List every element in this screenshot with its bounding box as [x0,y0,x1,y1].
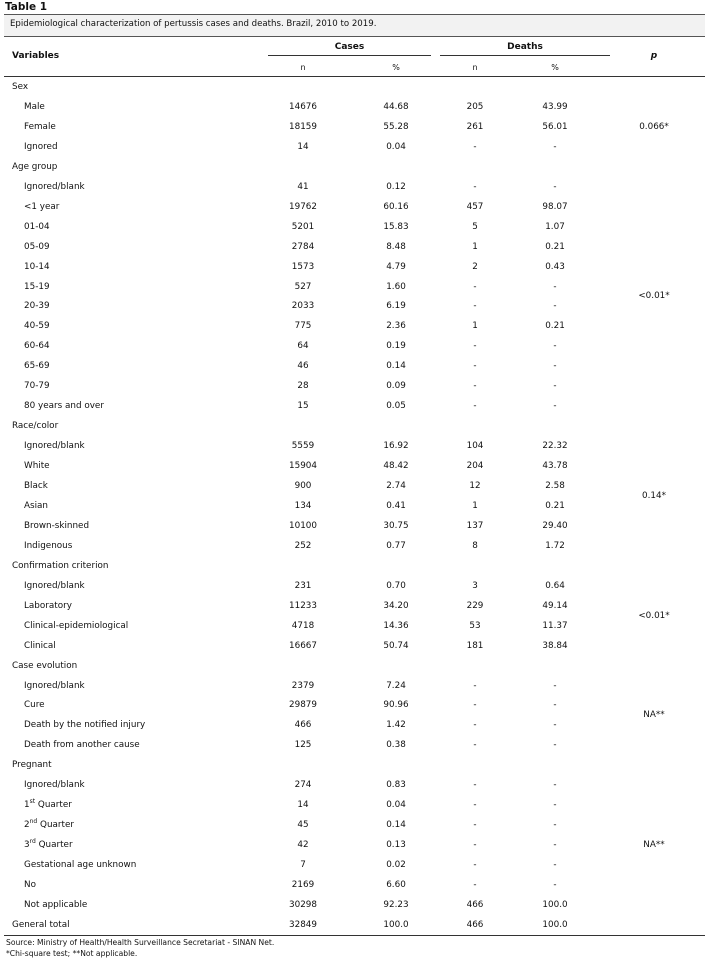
cases-pct-cell: 8.48 [386,241,406,252]
group-row [0,756,709,776]
group-label: Sex [12,82,29,92]
cases-pct-cell: 92.23 [383,899,409,910]
deaths-n-cell: 1 [472,321,478,332]
deaths-pct-cell: - [553,401,557,412]
table-row [0,98,709,118]
row-label: White [24,461,50,472]
cases-pct-cell: 0.02 [386,860,406,871]
cases-n-cell: 45 [297,820,309,831]
cases-n-cell: 527 [294,281,312,292]
deaths-pct-cell: - [553,780,557,791]
group-row [0,557,709,577]
cases-n-cell: 125 [294,740,312,751]
cases-pct-cell: 0.41 [386,500,406,511]
row-label: Clinical-epidemiological [24,620,129,631]
row-label: 60-64 [24,341,50,352]
deaths-n-cell: 1 [472,500,478,511]
deaths-n-cell: 5 [472,221,478,232]
cases-n-cell: 15904 [289,461,317,472]
deaths-n-cell: 466 [466,899,484,910]
deaths-pct-cell: 0.21 [545,321,565,332]
row-label: Ignored [24,141,58,152]
cases-n-cell: 466 [294,720,312,731]
row-label: 10-14 [24,261,50,272]
cases-pct-cell: 50.74 [383,640,409,651]
cases-pct-cell: 14.36 [383,620,409,631]
header-deaths-pct: % [551,63,559,72]
table-row [0,278,709,298]
deaths-n-cell: - [473,740,477,751]
deaths-pct-cell: 43.99 [542,101,568,112]
cases-n-cell: 15 [297,401,309,412]
deaths-n-cell: 137 [466,520,484,531]
deaths-pct-cell: - [553,341,557,352]
row-label: 65-69 [24,361,50,372]
row-label: Ignored/blank [24,680,85,691]
row-label: Female [24,121,56,132]
row-label: Brown-skinned [24,520,90,531]
deaths-pct-cell: 56.01 [542,121,568,132]
deaths-pct-cell: - [553,840,557,851]
cases-pct-cell: 7.24 [386,680,406,691]
row-label: 40-59 [24,321,50,332]
deaths-pct-cell: 29.40 [542,520,568,531]
table-row [0,258,709,278]
row-label: Not applicable [24,899,88,910]
cases-pct-cell: 0.14 [386,820,406,831]
table-row [0,118,709,138]
table-row [0,637,709,657]
cases-pct-cell: 60.16 [383,201,409,212]
table-row [0,357,709,377]
row-label: 3rd Quarter [24,838,73,851]
cases-n-cell: 16667 [289,640,317,651]
group-row [0,158,709,178]
cases-pct-cell: 0.09 [386,381,406,392]
deaths-n-cell: - [473,181,477,192]
deaths-n-cell: 8 [472,540,478,551]
p-value: NA** [643,840,665,851]
row-label: 15-19 [24,281,50,292]
table-row [0,297,709,317]
deaths-n-cell: 2 [472,261,478,272]
deaths-pct-cell: - [553,800,557,811]
deaths-pct-cell: 22.32 [542,441,568,452]
deaths-pct-cell: 1.07 [545,221,565,232]
cases-n-cell: 134 [294,500,312,511]
cases-pct-cell: 55.28 [383,121,409,132]
cases-n-cell: 14 [297,141,309,152]
row-label: Death by the notified injury [24,720,146,731]
table-row [0,457,709,477]
cases-n-cell: 10100 [289,520,317,531]
deaths-pct-cell: 100.0 [542,919,568,930]
cases-pct-cell: 0.14 [386,361,406,372]
table-row [0,218,709,238]
cases-pct-cell: 0.04 [386,141,406,152]
table-row [0,816,709,836]
cases-pct-cell: 0.70 [386,580,406,591]
deaths-pct-cell: 100.0 [542,899,568,910]
p-value: 0.14* [642,490,666,501]
deaths-pct-cell: 38.84 [542,640,568,651]
table-row [0,317,709,337]
table-row [0,696,709,716]
deaths-pct-cell: 98.07 [542,201,568,212]
deaths-n-cell: - [473,341,477,352]
deaths-n-cell: 204 [466,461,484,472]
table-row [0,736,709,756]
row-label: 80 years and over [24,401,104,412]
header-p: p [650,51,658,61]
table-row [0,178,709,198]
table-row [0,876,709,896]
deaths-pct-cell: - [553,720,557,731]
cases-n-cell: 28 [297,381,309,392]
table-caption: Epidemiological characterization of pertussis cases and deaths. Brazil, 2010 to 2019. [10,19,377,29]
cases-n-cell: 5201 [291,221,315,232]
deaths-n-cell: 3 [472,580,478,591]
table-row [0,896,709,916]
table-row [0,537,709,557]
cases-pct-cell: 0.04 [386,800,406,811]
header-deaths-n: n [472,63,478,72]
deaths-pct-cell: 0.64 [545,580,565,591]
cases-underline [268,55,431,56]
cases-n-cell: 41 [297,181,309,192]
table-row [0,856,709,876]
table-row [0,497,709,517]
cases-n-cell: 5559 [291,441,315,452]
table-row [0,377,709,397]
deaths-n-cell: 466 [466,919,484,930]
deaths-n-cell: - [473,361,477,372]
cases-n-cell: 2033 [291,301,315,312]
row-label: 1st Quarter [24,798,72,811]
footnote-source: Source: Ministry of Health/Health Surveillance Secretariat - SINAN Net. [6,938,275,947]
deaths-pct-cell: 0.21 [545,241,565,252]
deaths-n-cell: 261 [466,121,484,132]
row-label: 2nd Quarter [24,818,75,831]
deaths-pct-cell: 43.78 [542,461,568,472]
cases-n-cell: 900 [294,481,312,491]
cases-pct-cell: 100.0 [383,919,409,930]
row-label: Asian [24,500,49,511]
table-row [0,138,709,158]
cases-n-cell: 775 [294,321,312,332]
deaths-pct-cell: - [553,141,557,152]
cases-pct-cell: 4.79 [386,261,406,272]
deaths-pct-cell: 49.14 [542,600,568,611]
deaths-underline [440,55,610,56]
table-row [0,776,709,796]
cases-pct-cell: 0.05 [386,401,406,412]
group-label: Age group [12,161,58,172]
cases-n-cell: 1573 [291,261,315,272]
cases-n-cell: 11233 [289,600,317,611]
deaths-n-cell: - [473,880,477,890]
row-label: Ignored/blank [24,441,85,452]
deaths-n-cell: - [473,780,477,791]
row-label: General total [12,919,70,930]
header-cases-n: n [300,63,306,72]
cases-n-cell: 46 [297,361,309,372]
cases-pct-cell: 0.77 [386,540,406,551]
cases-n-cell: 14676 [289,101,317,112]
deaths-pct-cell: - [553,880,557,890]
cases-n-cell: 30298 [289,899,317,910]
deaths-n-cell: - [473,700,477,711]
deaths-n-cell: 205 [466,101,484,112]
header-cases-pct: % [392,63,400,72]
row-label: 01-04 [24,221,50,232]
deaths-pct-cell: - [553,301,557,312]
table-row [0,577,709,597]
cases-n-cell: 2379 [291,680,315,691]
row-label: 20-39 [24,301,50,312]
deaths-n-cell: - [473,860,477,871]
group-row [0,417,709,437]
deaths-pct-cell: - [553,680,557,691]
cases-n-cell: 2784 [291,241,315,252]
cases-pct-cell: 30.75 [383,520,409,531]
deaths-n-cell: - [473,141,477,152]
deaths-n-cell: - [473,281,477,292]
table-row [0,716,709,736]
table-row [0,437,709,457]
deaths-pct-cell: - [553,860,557,871]
table-row [0,198,709,218]
table-row [0,517,709,537]
deaths-pct-cell: - [553,181,557,192]
group-label: Race/color [12,421,59,432]
cases-pct-cell: 15.83 [383,221,409,232]
cases-pct-cell: 16.92 [383,441,409,452]
cases-pct-cell: 0.19 [386,341,406,352]
group-row [0,657,709,677]
deaths-n-cell: - [473,401,477,412]
cases-n-cell: 29879 [289,700,317,711]
row-label: Ignored/blank [24,780,85,791]
cases-pct-cell: 34.20 [383,600,409,611]
deaths-pct-cell: - [553,700,557,711]
cases-n-cell: 231 [294,580,312,591]
deaths-pct-cell: - [553,361,557,372]
deaths-n-cell: 104 [466,441,484,452]
p-value: <0.01* [638,610,670,621]
deaths-n-cell: - [473,381,477,392]
deaths-n-cell: 229 [466,600,484,611]
header-bottom-rule [4,76,705,77]
p-value: <0.01* [638,291,670,302]
row-label: Laboratory [24,600,72,611]
row-label: Indigenous [24,540,73,551]
cases-pct-cell: 1.60 [386,281,406,292]
row-label: Clinical [24,640,56,651]
table-row [0,337,709,357]
cases-n-cell: 64 [297,341,309,352]
cases-pct-cell: 2.36 [386,321,406,332]
p-value: NA** [643,710,665,721]
header-deaths: Deaths [507,42,543,52]
deaths-pct-cell: 0.43 [545,261,565,272]
deaths-n-cell: 12 [469,481,481,491]
deaths-pct-cell: - [553,820,557,831]
cases-n-cell: 32849 [289,919,317,930]
row-label: Black [24,481,48,491]
deaths-n-cell: 181 [466,640,484,651]
deaths-n-cell: - [473,820,477,831]
row-label: Male [24,101,45,112]
group-label: Pregnant [12,760,52,771]
p-value: 0.066* [639,121,669,132]
group-label: Case evolution [12,660,78,671]
cases-pct-cell: 0.83 [386,780,406,791]
cases-pct-cell: 1.42 [386,720,406,731]
header-variables: Variables [12,51,60,61]
row-label: Death from another cause [24,740,140,751]
row-label: Cure [24,700,45,711]
table-row [0,238,709,258]
table-row [0,477,709,497]
row-label: Ignored/blank [24,181,85,192]
deaths-n-cell: - [473,800,477,811]
table-row [0,617,709,637]
row-label: 70-79 [24,381,50,392]
cases-n-cell: 274 [294,780,312,791]
deaths-n-cell: 1 [472,241,478,252]
group-row [0,78,709,98]
cases-pct-cell: 0.12 [386,181,406,192]
deaths-pct-cell: - [553,281,557,292]
deaths-n-cell: - [473,301,477,312]
cases-n-cell: 7 [300,860,306,871]
row-label: 05-09 [24,241,50,252]
table-row [0,397,709,417]
cases-pct-cell: 0.13 [386,840,406,851]
row-label: <1 year [24,201,60,212]
total-row [0,916,709,936]
deaths-pct-cell: - [553,740,557,751]
cases-n-cell: 14 [297,800,309,811]
table-bottom-rule [4,935,705,936]
row-label: No [24,880,36,890]
cases-pct-cell: 90.96 [383,700,409,711]
cases-pct-cell: 48.42 [383,461,409,472]
deaths-pct-cell: 0.21 [545,500,565,511]
cases-n-cell: 252 [294,540,312,551]
cases-pct-cell: 6.60 [386,880,406,890]
deaths-n-cell: 53 [469,620,481,631]
cases-pct-cell: 2.74 [386,481,406,491]
cases-pct-cell: 44.68 [383,101,409,112]
table-row [0,796,709,816]
footnote-notes: *Chi-square test; **Not applicable. [6,949,138,958]
deaths-pct-cell: 2.58 [545,481,565,491]
cases-n-cell: 18159 [289,121,317,132]
deaths-pct-cell: 11.37 [542,620,568,631]
deaths-n-cell: - [473,720,477,731]
table-label: Table 1 [5,1,48,13]
row-label: Gestational age unknown [24,860,137,871]
deaths-n-cell: 457 [466,201,484,212]
cases-n-cell: 19762 [289,201,317,212]
caption-band [4,14,705,37]
deaths-pct-cell: 1.72 [545,540,565,551]
cases-n-cell: 42 [297,840,309,851]
cases-n-cell: 4718 [291,620,315,631]
cases-pct-cell: 0.38 [386,740,406,751]
cases-pct-cell: 6.19 [386,301,406,312]
deaths-pct-cell: - [553,381,557,392]
deaths-n-cell: - [473,840,477,851]
table-row [0,836,709,856]
header-cases: Cases [334,42,365,52]
table-row [0,597,709,617]
deaths-n-cell: - [473,680,477,691]
group-label: Confirmation criterion [12,560,109,571]
row-label: Ignored/blank [24,580,85,591]
cases-n-cell: 2169 [291,880,315,890]
table-row [0,677,709,697]
